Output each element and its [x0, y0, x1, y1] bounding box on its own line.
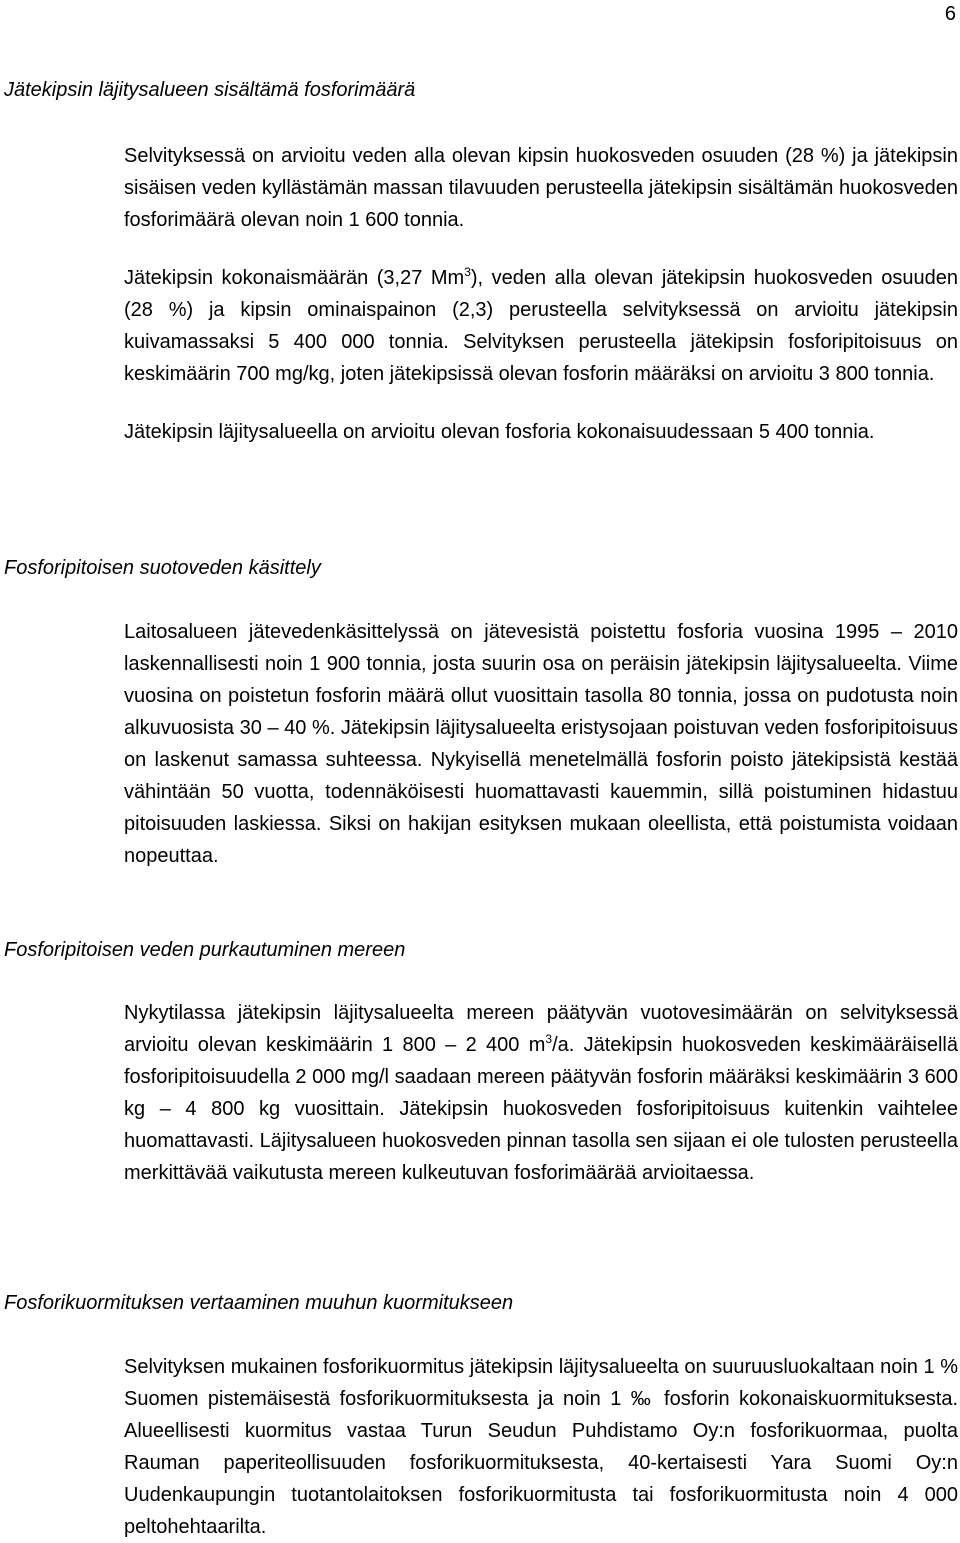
- superscript: 3: [464, 265, 471, 279]
- section-body-load-comparison: [124, 1351, 958, 1543]
- text-run: ), veden alla olevan jätekipsin huokosveden osuuden (28 %) ja kipsin ominaispainon (2,3) perusteella selvityksessä on arvioitu jätekipsin kuivamassaksi 5 400 000 tonnia. Selvityksen perusteella jätekipsin fosforipitoisuus on keskimäärin 700 mg/kg, joten jätekipsissä olevan fosforin määräksi on arvioitu 3 800 tonnia.: [124, 267, 958, 385]
- section-body-leachate-treatment: [124, 616, 958, 872]
- paragraph: [124, 262, 958, 390]
- section-heading-discharge-to-sea: Fosforipitoisen veden purkautuminen mereen: [4, 939, 406, 961]
- section-heading-leachate-treatment: Fosforipitoisen suotoveden käsittely: [4, 557, 321, 579]
- section-body-discharge-to-sea: [124, 997, 958, 1189]
- text-run: Nykytilassa jätekipsin läjitysalueelta mereen päätyvän vuotovesimäärän on selvityksessä arvioitu olevan keskimäärin 1 800 – 2 400 m: [124, 1002, 958, 1056]
- paragraph: [124, 997, 958, 1189]
- paragraph: Selvityksessä on arvioitu veden alla olevan kipsin huokosveden osuuden (28 %) ja jätekipsin sisäisen veden kyllästämän massan tilavuuden perusteella jätekipsin sisältämän huokosveden fosforimäärä olevan noin 1 600 tonnia.: [124, 145, 958, 231]
- text-run: Jätekipsin kokonaismäärän (3,27 Mm: [124, 267, 465, 289]
- paragraph: Laitosalueen jätevedenkäsittelyssä on jätevesistä poistettu fosforia vuosina 1995 – 2010 laskennallisesti noin 1 900 tonnia, josta suurin osa on peräisin jätekipsin läjitysalueelta. Viime vuosina on poistetun fosforin määrä ollut vuosittain tasolla 80 tonnia, jossa on pudotusta noin alkuvuosista 30 – 40 %. Jätekipsin läjitysalueelta eristysojaan poistuvan veden fosforipitoisuus on laskenut samassa suhteessa. Nykyisellä menetelmällä fosforin poisto jätekipsistä kestää vähintään 50 vuotta, todennäköisesti huomattavasti kauemmin, sillä poistuminen hidastuu pitoisuuden laskiessa. Siksi on hakijan esityksen mukaan oleellista, että poistumista voidaan nopeuttaa.: [124, 621, 958, 867]
- text-run: /a. Jätekipsin huokosveden keskimääräisellä fosforipitoisuudella 2 000 mg/l saadaan mereen päätyvän fosforin määräksi keskimäärin 3 600 kg – 4 800 kg vuosittain. Jätekipsin huokosveden fosforipitoisuus kuitenkin vaihtelee huomattavasti. Läjitysalueen huokosveden pinnan tasolla sen sijaan ei ole tulosten perusteella merkittävää vaikutusta mereen kulkeutuvan fosforimäärää arvioitaessa.: [124, 1034, 958, 1184]
- paragraph: Jätekipsin läjitysalueella on arvioitu olevan fosforia kokonaisuudessaan 5 400 tonnia.: [124, 421, 875, 443]
- page-number: 6: [944, 3, 956, 25]
- section-body-phosphorus-content: [124, 140, 958, 448]
- paragraph: Selvityksen mukainen fosforikuormitus jätekipsin läjitysalueelta on suuruusluokaltaan noin 1 % Suomen pistemäisestä fosforikuormituksesta ja noin 1 ‰ fosforin kokonaiskuormituksesta. Alueellisesti kuormitus vastaa Turun Seudun Puhdistamo Oy:n fosforikuormaa, puolta Rauman paperiteollisuuden fosforikuormituksesta, 40-kertaisesti Yara Suomi Oy:n Uudenkaupungin tuotantolaitoksen fosforikuormitusta tai fosforikuormitusta noin 4 000 peltohehtaarilta.: [124, 1356, 958, 1538]
- superscript: 3: [545, 1032, 553, 1046]
- section-heading-load-comparison: Fosforikuormituksen vertaaminen muuhun kuormitukseen: [4, 1292, 514, 1314]
- section-heading-phosphorus-content: Jätekipsin läjitysalueen sisältämä fosforimäärä: [4, 79, 416, 101]
